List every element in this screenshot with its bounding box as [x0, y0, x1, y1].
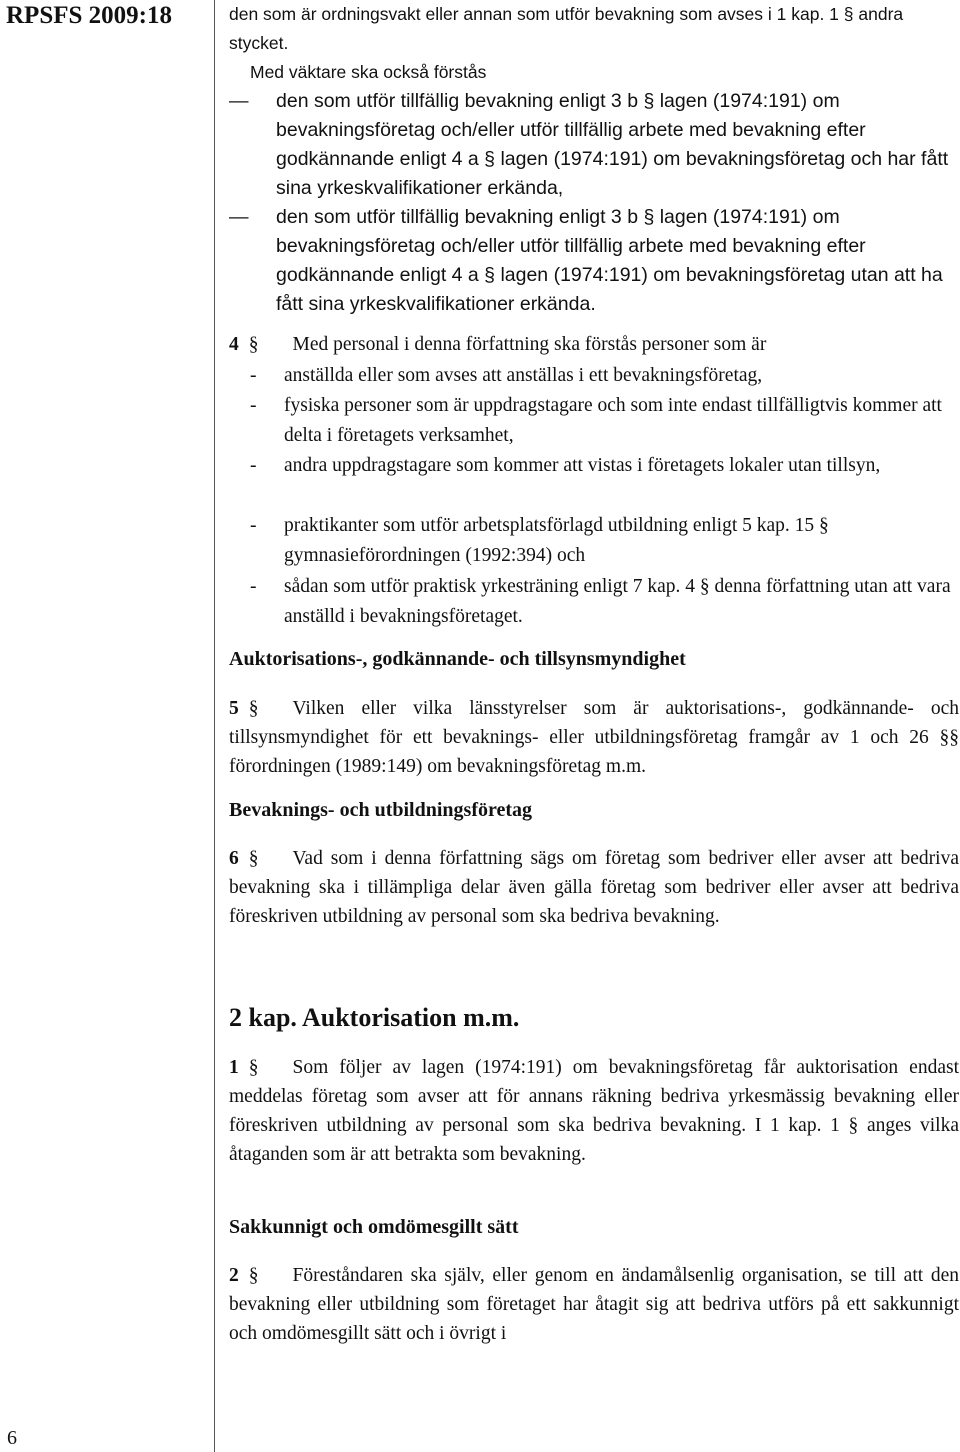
section-6: [229, 844, 959, 931]
hyphen-list-item: - anställda eller som avses att anställas i ett bevakningsföretag,: [250, 365, 763, 386]
section-text: Som följer av lagen (1974:191) om bevakningsföretag får auktorisation endast meddelas företag som avser att för annans räkning bedriva yrkesmässig bevakning eller föreskriven utbildning av personal som ska bedriva bevakning. I 1 kap. 1 § anges vilka åtaganden som är att betrakta som bevakning.: [229, 1057, 959, 1165]
heading-expert: Sakkunnigt och omdömesgillt sätt: [229, 1216, 519, 1238]
em-dash-bullet: —: [229, 90, 249, 112]
paragraph-sign: §: [248, 848, 259, 869]
chapter-title: 2 kap. Auktorisation m.m.: [229, 1003, 520, 1032]
section-number: 6: [229, 848, 239, 869]
hyphen-list-item: - praktikanter som utför arbetsplatsförlagd utbildning enligt 5 kap. 15 § gymnasieförordningen (1992:394) och: [250, 515, 829, 566]
section-number: 1: [229, 1057, 239, 1078]
section-number: 4: [229, 334, 239, 355]
dash-list-item: [229, 203, 959, 319]
paragraph-sign: §: [248, 1057, 259, 1078]
paragraph-sign: §: [248, 1265, 259, 1286]
hyphen-list-item: - andra uppdragstagare som kommer att vistas i företagets lokaler utan tillsyn,: [250, 455, 881, 476]
guard-intro: Med väktare ska också förstås: [250, 62, 487, 82]
page-number: 6: [7, 1427, 17, 1449]
hyphen-list-item: - sådan som utför praktisk yrkesträning enligt 7 kap. 4 § denna författning utan att vara anställd i bevakningsföretaget.: [250, 576, 951, 627]
section-5: [229, 694, 959, 781]
document-id: RPSFS 2009:18: [6, 2, 172, 29]
section-text: Vad som i denna författning sägs om företag som bedriver eller avser att bedriva bevakning ska i tillämpliga delar även gälla företag som bedriver eller avser att bedriva föreskriven utbildning av personal som ska bedriva bevakning.: [229, 848, 959, 927]
dash-item-text: den som utför tillfällig bevakning enligt 3 b § lagen (1974:191) om bevakningsföretag och/eller utför tillfällig arbete med bevakning efter godkännande enligt 4 a § lagen (1974:191) om bevakningsföretag utan att ha fått sina yrkeskvalifikationer erkända.: [276, 206, 943, 315]
paragraph-sign: §: [248, 698, 259, 719]
section-text: Med personal i denna författning ska förstås personer som är: [292, 334, 767, 355]
chapter2-section-2: [229, 1261, 959, 1348]
section-number: 2: [229, 1265, 239, 1286]
dash-list-item: [229, 87, 959, 203]
heading-authority: Auktorisations-, godkännande- och tillsynsmyndighet: [229, 648, 686, 670]
section-4: [229, 330, 959, 359]
section-text: Vilken eller vilka länsstyrelser som är auktorisations-, godkännande- och tillsynsmyndighet för ett bevaknings- eller utbildningsföretag framgår av 1 och 26 §§ förordningen (1989:149) om bevakningsföretag m.m.: [229, 698, 959, 777]
em-dash-bullet: —: [229, 206, 249, 228]
section-text: Föreståndaren ska själv, eller genom en ändamålsenlig organisation, se till att den bevakning eller utbildning som företaget har åtagit sig att bedriva utförs på ett sakkunnigt och omdömesgillt sätt och i övrigt i: [229, 1265, 959, 1344]
intro-line: den som är ordningsvakt eller annan som utför bevakning som avses i 1 kap. 1 § andra stycket.: [229, 4, 904, 53]
section-number: 5: [229, 698, 239, 719]
left-margin-column: [0, 0, 215, 1452]
dash-item-text: den som utför tillfällig bevakning enligt 3 b § lagen (1974:191) om bevakningsföretag och/eller utför tillfällig arbete med bevakning efter godkännande enligt 4 a § lagen (1974:191) om bevakningsföretag och har fått sina yrkeskvalifikationer erkända,: [276, 90, 949, 199]
paragraph-sign: §: [248, 334, 259, 355]
hyphen-list-item: - fysiska personer som är uppdragstagare och som inte endast tillfälligtvis kommer att delta i företagets verksamhet,: [250, 395, 942, 446]
chapter2-section-1: [229, 1053, 959, 1169]
heading-companies: Bevaknings- och utbildningsföretag: [229, 799, 533, 821]
